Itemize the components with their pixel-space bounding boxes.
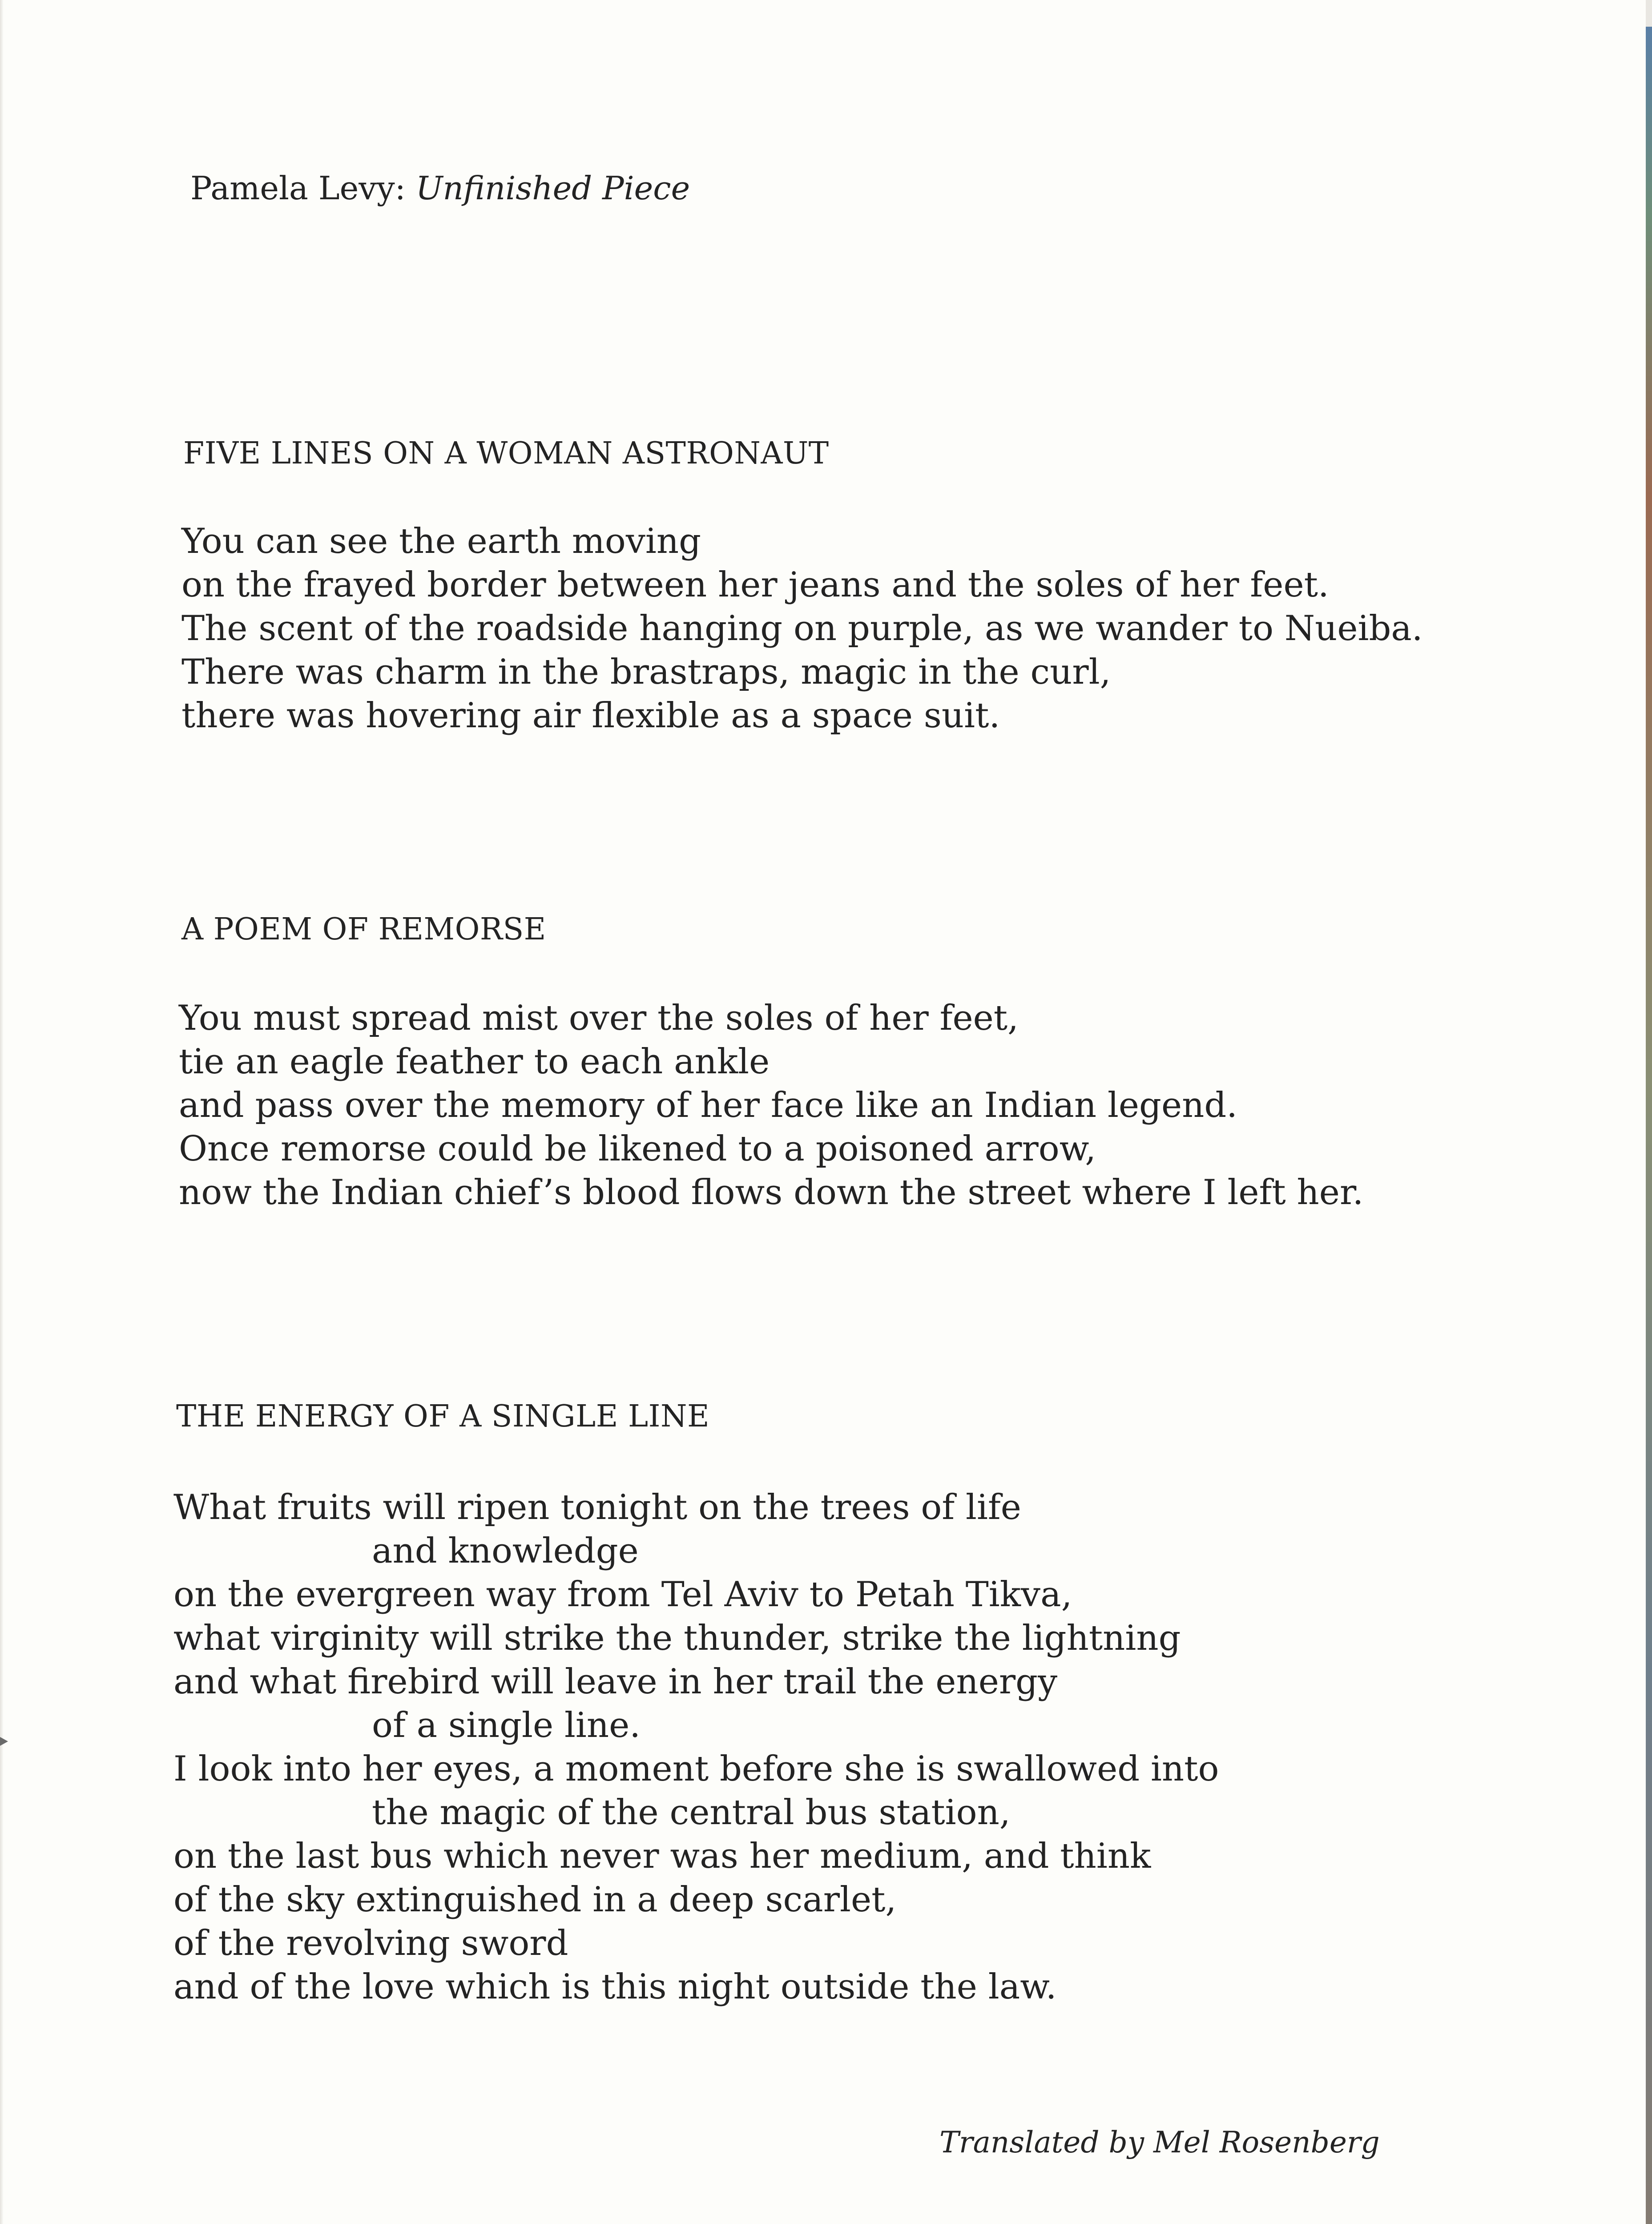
poem-line: You can see the earth moving <box>181 521 701 561</box>
poem-line-indented: and knowledge <box>372 1531 639 1571</box>
poem-line: on the last bus which never was her medium, and think <box>173 1836 1151 1876</box>
translator-credit: Translated by Mel Rosenberg <box>939 2125 1380 2160</box>
poem-line: now the Indian chief’s blood flows down the street where I left her. <box>179 1172 1364 1213</box>
poem-title-remorse: A POEM OF REMORSE <box>181 912 546 947</box>
poem-line: what virginity will strike the thunder, strike the lightning <box>173 1618 1181 1658</box>
poem-line: on the evergreen way from Tel Aviv to Petah Tikva, <box>173 1575 1072 1615</box>
poem-body-energy <box>173 1486 1219 2009</box>
poem-line: I look into her eyes, a moment before she is swallowed into <box>173 1749 1219 1789</box>
poem-line: Once remorse could be likened to a poisoned arrow, <box>179 1129 1096 1169</box>
poem-line: of the sky extinguished in a deep scarlet, <box>173 1880 897 1920</box>
poem-line: of the revolving sword <box>173 1923 568 1963</box>
poem-line: and pass over the memory of her face like an Indian legend. <box>179 1085 1238 1125</box>
poem-line: and what firebird will leave in her trail the energy <box>173 1662 1058 1702</box>
poem-title-energy: THE ENERGY OF A SINGLE LINE <box>176 1399 710 1434</box>
poem-line-indented: of a single line. <box>372 1705 641 1745</box>
poem-line: You must spread mist over the soles of her feet, <box>179 998 1019 1038</box>
poem-line-indented: the magic of the central bus station, <box>372 1793 1011 1833</box>
poem-line: There was charm in the brastraps, magic in the curl, <box>181 652 1111 692</box>
running-header <box>190 168 690 208</box>
poem-line: there was hovering air flexible as a space suit. <box>181 696 1000 736</box>
book-edge-strip <box>1646 27 1652 2224</box>
poem-line: The scent of the roadside hanging on purple, as we wander to Nueiba. <box>181 608 1423 649</box>
header-author: Pamela Levy: <box>190 169 406 207</box>
poem-line: and of the love which is this night outside the law. <box>173 1967 1057 2007</box>
poem-line: on the frayed border between her jeans and the soles of her feet. <box>181 565 1329 605</box>
poem-title-five-lines: FIVE LINES ON A WOMAN ASTRONAUT <box>183 436 829 471</box>
poem-body-remorse <box>179 996 1363 1214</box>
header-work-title: Unfinished Piece <box>415 169 690 207</box>
poem-line: tie an eagle feather to each ankle <box>179 1042 770 1082</box>
page-gutter-shadow <box>0 0 4 2224</box>
margin-mark <box>0 1737 8 1746</box>
poem-body-five-lines <box>181 520 1423 737</box>
poem-line: What fruits will ripen tonight on the trees of life <box>173 1487 1021 1527</box>
